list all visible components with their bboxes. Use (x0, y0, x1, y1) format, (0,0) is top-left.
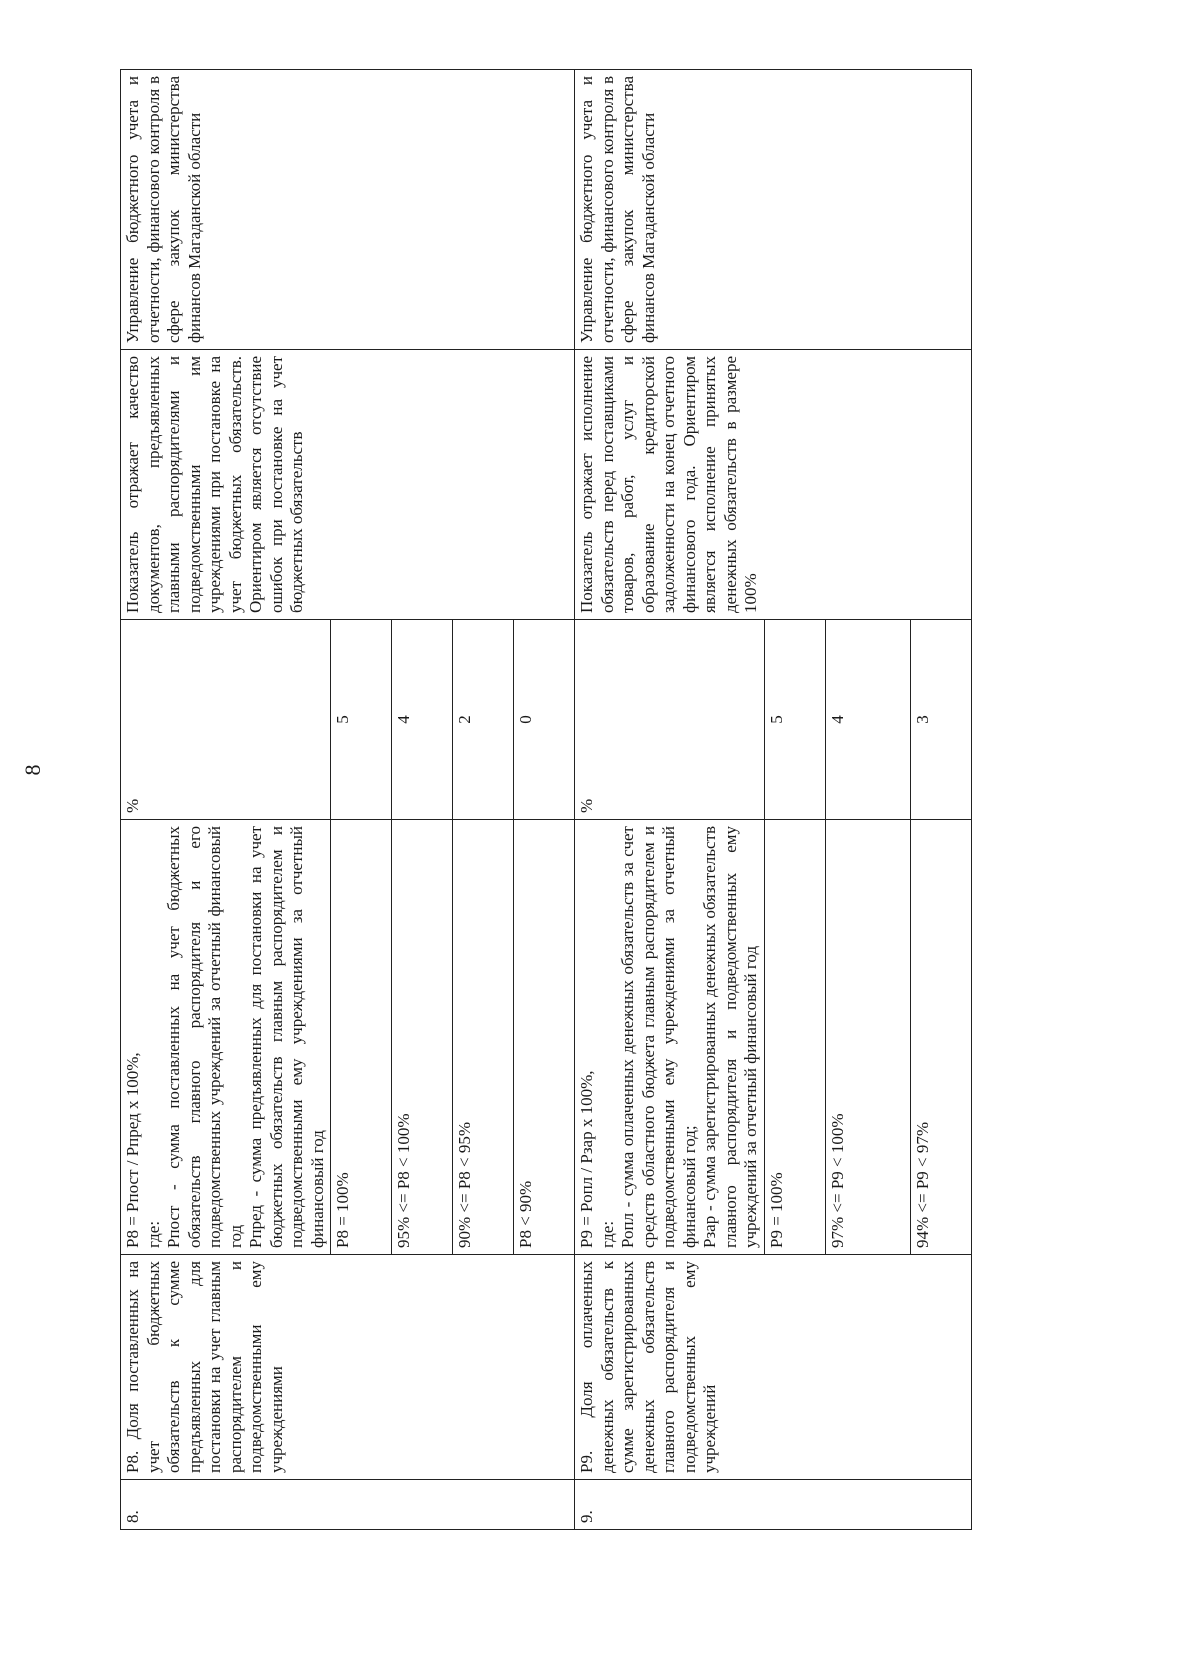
indicator-name: Р9. Доля оплаченных денежных обязательств к сумме зарегистрированных денежных обязательств главного распорядителя и подведомственных ему учреждений (575, 1255, 972, 1480)
formula-where: где: (597, 1220, 617, 1248)
score-condition: Р8 < 90% (514, 820, 575, 1255)
formula-cell (121, 820, 331, 1255)
score-points: 5 (331, 620, 392, 820)
responsible-department: Управление бюджетного учета и отчетности, финансового контроля в сфере закупок министерства финансов Магаданской области (575, 70, 972, 350)
table-row-9 (575, 70, 765, 1530)
responsible-department: Управление бюджетного учета и отчетности, финансового контроля в сфере закупок министерства финансов Магаданской области (121, 70, 575, 350)
criteria-table (120, 69, 972, 1530)
score-condition: Р8 = 100% (331, 820, 392, 1255)
score-points: 3 (910, 620, 971, 820)
score-points: 4 (825, 620, 910, 820)
score-condition: 95% <= Р8 < 100% (392, 820, 453, 1255)
indicator-description: Показатель отражает качество документов, предъявленных главными распорядителями и подведомственными им учреждениями при постановке на учет бюджетных обязательств. Ориентиром является отсутствие ошибок при постановке на учет бюджетных обязательств (121, 350, 575, 620)
formula-cell (575, 820, 765, 1255)
score-points: 5 (764, 620, 825, 820)
indicator-description: Показатель отражает исполнение обязательств перед поставщиками товаров, работ, услуг и образование кредиторской задолженности на конец отчетного финансового года. Ориентиром является исполнение принятых денежных обязательств в размере 100% (575, 350, 972, 620)
score-condition: 90% <= Р8 < 95% (453, 820, 514, 1255)
formula-where: где: (143, 1220, 163, 1248)
score-condition: 97% <= Р9 < 100% (825, 820, 910, 1255)
indicator-name: Р8. Доля поставленных на учет бюджетных обязательств к сумме предъявленных для постановки на учет главным распорядителем и подведомственными ему учреждениями (121, 1255, 575, 1480)
row-number: 9. (575, 1480, 972, 1530)
score-condition: 94% <= Р9 < 97% (910, 820, 971, 1255)
formula-definition: Рпост - сумма поставленных на учет бюджетных обязательств главного распорядителя и его подведомственных учреждений за отчетный финансовый год (164, 826, 245, 1248)
formula-definition: Рпред - сумма предъявленных для постановки на учет бюджетных обязательств главным распорядителем и подведомственными ему учреждениями за отчетный финансовый год (246, 826, 327, 1248)
unit: % (121, 620, 331, 820)
formula: Р8 = Рпост / Рпред х 100%, (123, 1052, 142, 1248)
formula: Р9 = Ропл / Рзар х 100%, (577, 1070, 596, 1248)
table-row-8 (121, 70, 331, 1530)
row-number: 8. (121, 1480, 575, 1530)
score-points: 0 (514, 620, 575, 820)
page-number: 8 (20, 764, 45, 776)
score-points: 4 (392, 620, 453, 820)
unit: % (575, 620, 765, 820)
score-condition: Р9 = 100% (764, 820, 825, 1255)
formula-definition: Рзар - сумма зарегистрированных денежных обязательств главного распорядителя и подведомственных ему учреждений за отчетный финансовый год (700, 826, 760, 1248)
score-points: 2 (453, 620, 514, 820)
formula-definition: Ропл - сумма оплаченных денежных обязательств за счет средств областного бюджета главным распорядителем и подведомственными ему учреждениями за отчетный финансовый год; (618, 826, 699, 1248)
